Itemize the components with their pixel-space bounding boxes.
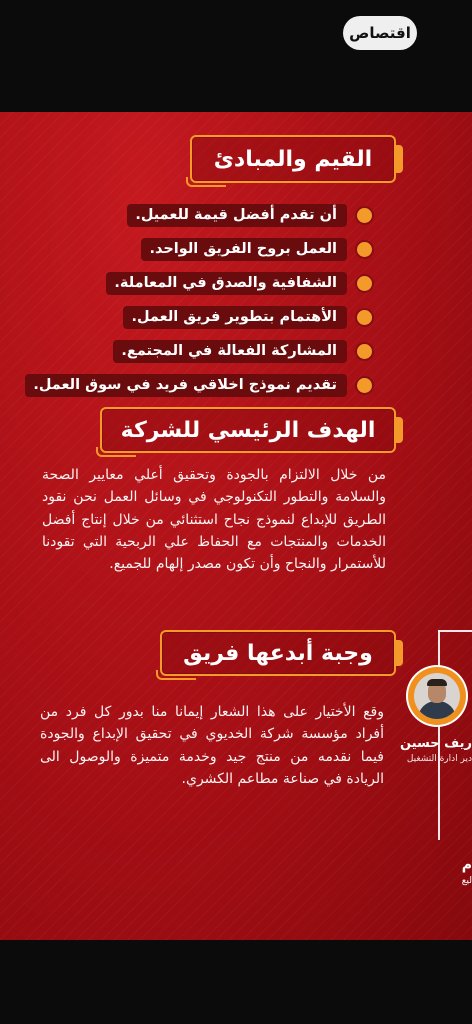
bullet-dot <box>357 378 372 393</box>
slogan-heading: وجبة أبدعها فريق <box>183 640 373 666</box>
value-text: تقديم نموذج اخلاقي فريد في سوق العمل. <box>25 374 347 397</box>
goal-heading-box <box>100 407 396 453</box>
heading-accent-bar <box>394 417 403 443</box>
person-name: ريف حسين <box>400 736 472 751</box>
value-text: الأهتمام بتطوير فريق العمل. <box>123 306 347 329</box>
bullet-dot <box>357 242 372 257</box>
heading-corner-decor <box>186 177 226 187</box>
bottom-bar <box>0 940 472 1024</box>
value-text: العمل بروح الفريق الواحد. <box>141 238 347 261</box>
org-chart-line <box>438 630 472 632</box>
bullet-dot <box>357 276 372 291</box>
list-item <box>0 304 372 331</box>
crop-button[interactable]: اقتصاص <box>343 16 417 50</box>
edge-person-title: ليع <box>461 876 472 886</box>
list-item <box>0 236 372 263</box>
bullet-dot <box>357 208 372 223</box>
org-chart-line <box>438 630 440 840</box>
heading-accent-bar <box>394 640 403 666</box>
heading-corner-decor <box>156 670 196 680</box>
slogan-paragraph: وقع الأختيار على هذا الشعار إيمانا منا بدور كل فرد من أفراد مؤسسة شركة الخديوي في تحقيق الإبداع والجودة فيما نقدمه من منتج جيد وخدمة متميزة والوصول الى الريادة في صناعة مطاعم الكشري. <box>40 704 384 787</box>
values-list <box>0 202 372 406</box>
avatar <box>408 667 466 725</box>
values-heading: القيم والمبادئ <box>213 146 373 172</box>
values-heading-box <box>190 135 396 183</box>
goal-paragraph: من خلال الالتزام بالجودة وتحقيق أعلي معايير الصحة والسلامة والتطور التكنولوجي في وسائل العمل نحن نقود الطريق للإبداع لنموذج نجاح استثنائي من خلال إنتاج أفضل الخدمات والمنتجات مع الحفاظ علي الربحية التي تقودنا للأستمرار والنجاح وأن تكون مصدر إلهام للجميع. <box>42 467 386 573</box>
value-text: الشفافية والصدق في المعاملة. <box>106 272 347 295</box>
list-item <box>0 372 372 399</box>
list-item <box>0 270 372 297</box>
slogan-heading-box <box>160 630 396 676</box>
poster-image <box>0 112 472 940</box>
heading-corner-decor <box>96 447 136 457</box>
edge-person-name: م <box>461 857 472 873</box>
heading-accent-bar <box>394 145 403 173</box>
list-item <box>0 202 372 229</box>
person-photo <box>414 673 460 719</box>
value-text: أن تقدم أفضل قيمة للعميل. <box>127 204 347 227</box>
top-bar <box>0 0 472 112</box>
list-item <box>0 338 372 365</box>
bullet-dot <box>357 344 372 359</box>
value-text: المشاركة الفعالة في المجتمع. <box>113 340 347 363</box>
person-title: دير ادارة التشغيل <box>406 754 472 764</box>
bullet-dot <box>357 310 372 325</box>
goal-heading: الهدف الرئيسي للشركة <box>120 417 376 443</box>
